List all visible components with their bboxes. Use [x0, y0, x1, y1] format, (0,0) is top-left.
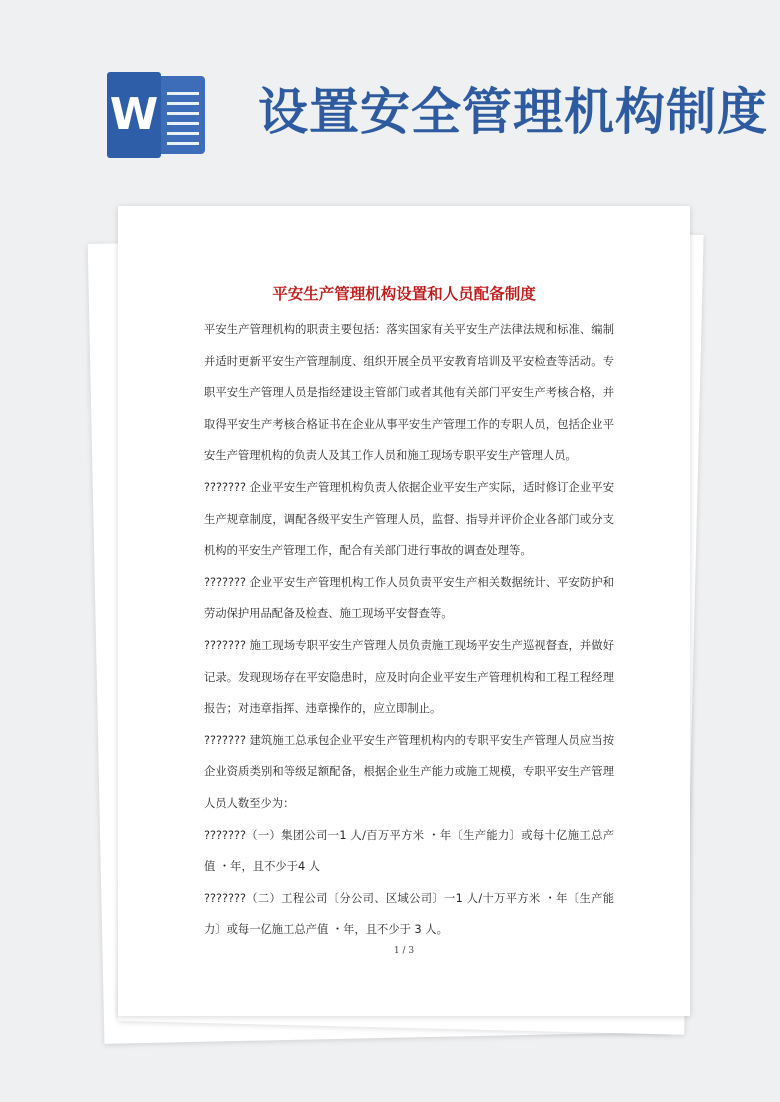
word-logo-letter: W: [107, 72, 161, 158]
paragraph: ???????（二）工程公司〔分公司、区域公司〕一1 人/十万平方米 ・年〔生产能力〕或每一亿施工总产值 ・年，且不少于 3 人。: [204, 891, 614, 937]
document-body: [204, 314, 614, 946]
paragraph: 平安生产管理机构的职责主要包括：落实国家有关平安生产法律法规和标准、编制并适时更新平安生产管理制度、组织开展全员平安教育培训及平安检查等活动。专职平安生产管理人员是指经建设主管部门或者其他有关部门平安生产考核合格，并取得平安生产考核合格证书在企业从事平安生产管理工作的专职人员，包括企业平安生产管理机构的负责人及其工作人员和施工现场专职平安生产管理人员。: [204, 323, 614, 463]
document-page: [118, 206, 690, 1016]
document-title: 平安生产管理机构设置和人员配备制度: [272, 284, 536, 303]
paragraph: ??????? 企业平安生产管理机构负责人依据企业平安生产实际，适时修订企业平安生产规章制度，调配各级平安生产管理人员，监督、指导并评价企业各部门或分支机构的平安生产管理工作，配合有关部门进行事故的调查处理等。: [204, 480, 614, 558]
paragraph: ??????? 建筑施工总承包企业平安生产管理机构内的专职平安生产管理人员应当按企业资质类别和等级足额配备，根据企业生产能力或施工规模，专职平安生产管理人员人数至少为：: [204, 733, 614, 810]
paragraph: ??????? 企业平安生产管理机构工作人员负责平安生产相关数据统计、平安防护和劳动保护用品配备及检查、施工现场平安督查等。: [204, 575, 614, 621]
word-logo-icon: [107, 68, 207, 158]
paragraph: ???????（一）集团公司一1 人/百万平方米 ・年〔生产能力〕或每十亿施工总产值 ・年，且不少于4 人: [204, 828, 614, 874]
page-heading: 设置安全管理机构制度: [258, 83, 768, 141]
page-number: 1 / 3: [393, 946, 415, 956]
paragraph: ??????? 施工现场专职平安生产管理人员负责施工现场平安生产巡视督查，并做好记录。发现现场存在平安隐患时，应及时向企业平安生产管理机构和工程工程经理报告；对违章指挥、违章操作的，应立即制止。: [204, 638, 614, 716]
